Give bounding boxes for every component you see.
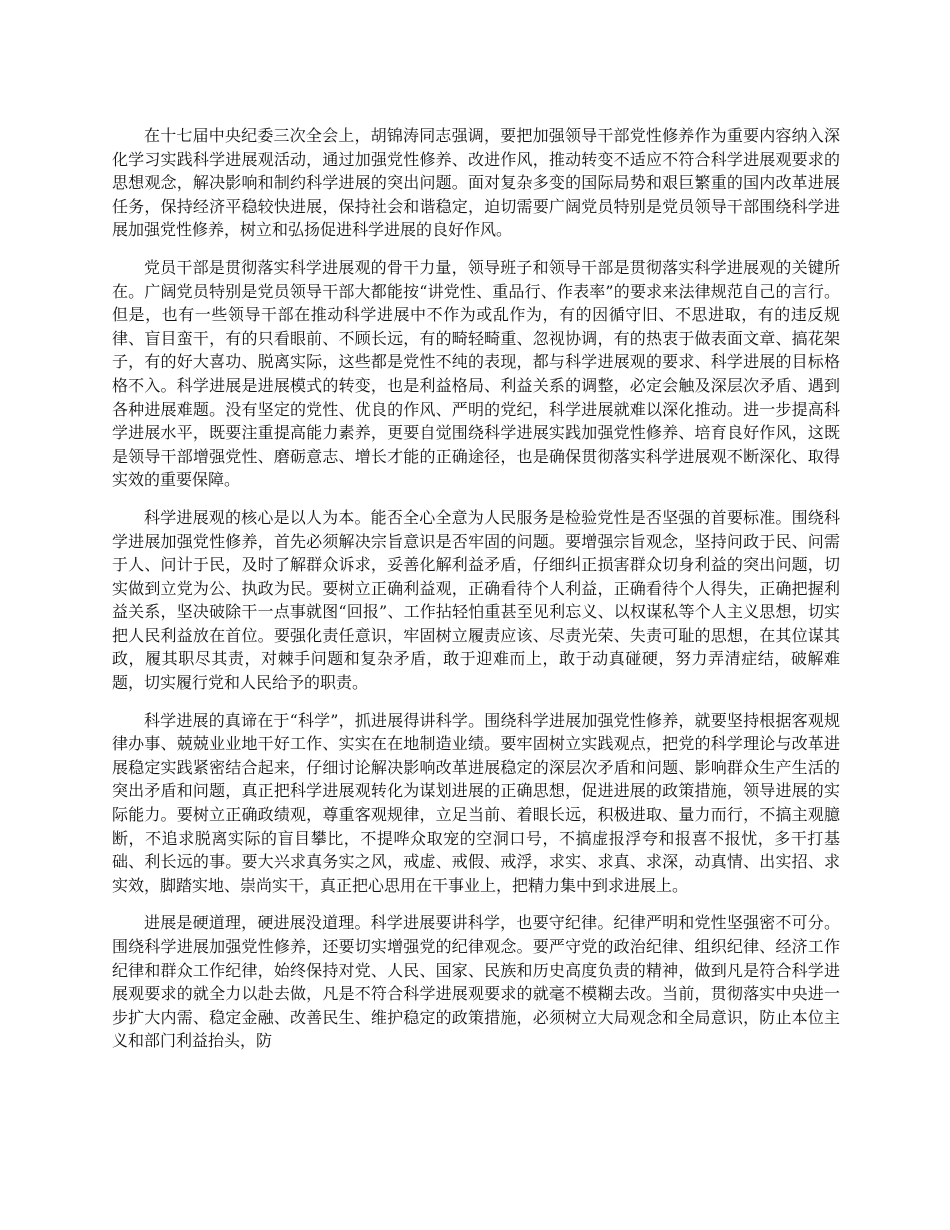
paragraph-2: 党员干部是贯彻落实科学进展观的骨干力量，领导班子和领导干部是贯彻落实科学进展观的关键所在。广阔党员特别是党员领导干部大都能按“讲党性、重品行、作表率”的要求来法律规范自己的言行。但是，也有一些领导干部在推动科学进展中不作为或乱作为，有的因循守旧、不思进取，有的违反规律、盲目蛮干，有的只看眼前、不顾长远，有的畸轻畸重、忽视协调，有的热衷于做表面文章、搞花架子，有的好大喜功、脱离实际，这些都是党性不纯的表现，都与科学进展观的要求、科学进展的目标格格不入。科学进展是进展模式的转变，也是利益格局、利益关系的调整，必定会触及深层次矛盾、遇到各种进展难题。没有坚定的党性、优良的作风、严明的党纪，科学进展就难以深化推动。进一步提高科学进展水平，既要注重提高能力素养，更要自觉围绕科学进展实践加强党性修养、培育良好作风，这既是领导干部增强党性、磨砺意志、增长才能的正确途径，也是确保贯彻落实科学进展观不断深化、取得实效的重要保障。 xyxy=(112,257,840,490)
document-body xyxy=(112,124,840,1067)
paragraph-4: 科学进展的真谛在于“科学”，抓进展得讲科学。围绕科学进展加强党性修养，就要坚持根据客观规律办事、兢兢业业地干好工作、实实在在地制造业绩。要牢固树立实践观点，把党的科学理论与改革进展稳定实践紧密结合起来，仔细讨论解决影响改革进展稳定的深层次矛盾和问题、影响群众生产生活的突出矛盾和问题，真正把科学进展观转化为谋划进展的正确思想，促进进展的政策措施，领导进展的实际能力。要树立正确政绩观，尊重客观规律，立足当前、着眼长远，积极进取、量力而行，不搞主观臆断，不追求脱离实际的盲目攀比，不提哗众取宠的空洞口号，不搞虚报浮夸和报喜不报忧，多干打基础、利长远的事。要大兴求真务实之风，戒虚、戒假、戒浮，求实、求真、求深，动真情、出实招、求实效，脚踏实地、崇尚实干，真正把心思用在干事业上，把精力集中到求进展上。 xyxy=(112,710,840,895)
paragraph-5: 进展是硬道理，硬进展没道理。科学进展要讲科学，也要守纪律。纪律严明和党性坚强密不可分。围绕科学进展加强党性修养，还要切实增强党的纪律观念。要严守党的政治纪律、组织纪律、经济工作纪律和群众工作纪律，始终保持对党、人民、国家、民族和历史高度负责的精神，做到凡是符合科学进展观要求的就全力以赴去做，凡是不符合科学进展观要求的就毫不模糊去改。当前，贯彻落实中央进一步扩大内需、稳定金融、改善民生、维护稳定的政策措施，必须树立大局观念和全局意识，防止本位主义和部门利益抬头，防 xyxy=(112,913,840,1051)
paragraph-3: 科学进展观的核心是以人为本。能否全心全意为人民服务是检验党性是否坚强的首要标准。围绕科学进展加强党性修养，首先必须解决宗旨意识是否牢固的问题。要增强宗旨观念，坚持问政于民、问需于人、问计于民，及时了解群众诉求，妥善化解利益矛盾，仔细纠正损害群众切身利益的突出问题，切实做到立党为公、执政为民。要树立正确利益观，正确看待个人利益，正确看待个人得失，正确把握利益关系，坚决破除干一点事就图“回报”、工作拈轻怕重甚至见利忘义、以权谋私等个人主义思想，切实把人民利益放在首位。要强化责任意识，牢固树立履责应该、尽责光荣、失责可耻的思想，在其位谋其政，履其职尽其责，对棘手问题和复杂矛盾，敢于迎难而上，敢于动真碰硬，努力弄清症结，破解难题，切实履行党和人民给予的职责。 xyxy=(112,507,840,693)
paragraph-1: 在十七届中央纪委三次全会上，胡锦涛同志强调，要把加强领导干部党性修养作为重要内容纳入深化学习实践科学进展观活动，通过加强党性修养、改进作风，推动转变不适应不符合科学进展观要求的思想观念，解决影响和制约科学进展的突出问题。面对复杂多变的国际局势和艰巨繁重的国内改革进展任务，保持经济平稳较快进展，保持社会和谐稳定，迫切需要广阔党员特别是党员领导干部围绕科学进展加强党性修养，树立和弘扬促进科学进展的良好作风。 xyxy=(112,126,840,240)
